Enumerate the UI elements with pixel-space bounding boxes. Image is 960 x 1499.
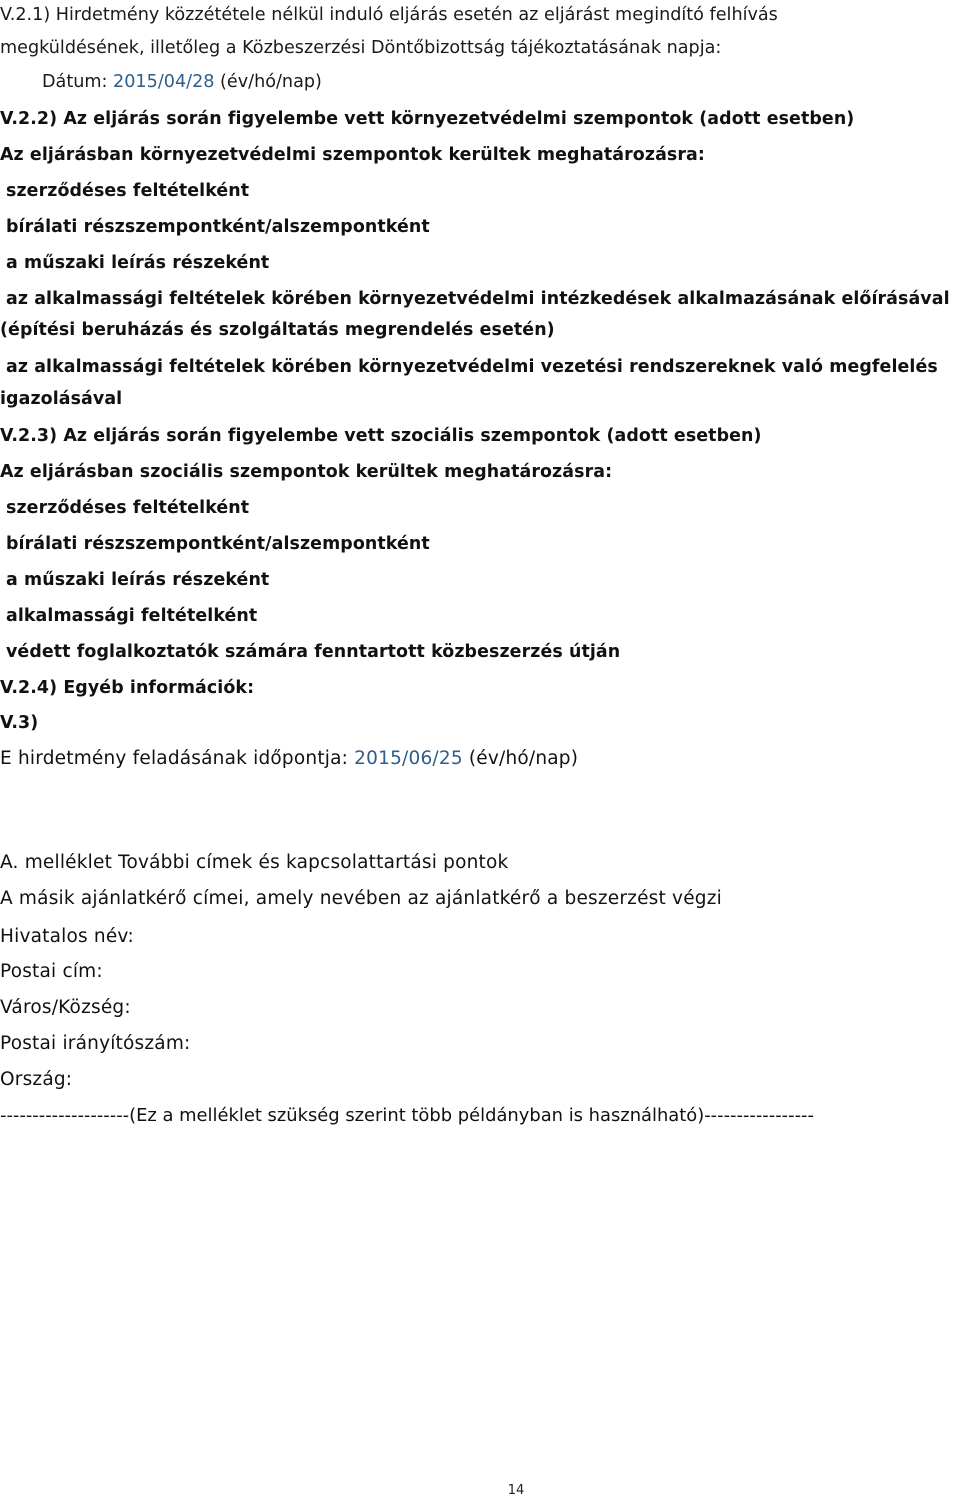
section-v24-heading: V.2.4) Egyéb információk: (0, 678, 255, 698)
v23-option-contract: szerződéses feltételként (6, 498, 250, 518)
v22-option-suitability-measures: az alkalmassági feltételek körében környezetvédelmi intézkedések alkalmazásának előírásával (6, 289, 950, 309)
annex-title: A. melléklet További címek és kapcsolattartási pontok (0, 852, 509, 873)
v22-option-contract: szerződéses feltételként (6, 181, 250, 201)
field-official-name: Hivatalos név: (0, 926, 134, 947)
dispatch-date-unit: (év/hó/nap) (462, 748, 579, 769)
section-v21-line2: megküldésének, illetőleg a Közbeszerzési Döntőbizottság tájékoztatásának napja: (0, 38, 722, 58)
section-v21-line1: V.2.1) Hirdetmény közzététele nélkül induló eljárás esetén az eljárást megindító felhívás (0, 5, 778, 25)
date-label: Dátum: (42, 72, 114, 92)
v22-option-suitability-measures-cont: (építési beruházás és szolgáltatás megrendelés esetén) (0, 320, 555, 340)
page-number: 14 (507, 1483, 525, 1498)
field-country: Ország: (0, 1069, 73, 1090)
field-postal-code: Postai irányítószám: (0, 1033, 191, 1054)
field-postal-address: Postai cím: (0, 961, 103, 982)
section-v22-intro: Az eljárásban környezetvédelmi szempontok kerültek meghatározásra: (0, 145, 705, 165)
dispatch-date (0, 747, 578, 771)
annex-separator: --------------------(Ez a melléklet szükség szerint több példányban is használható)----------------- (0, 1105, 814, 1126)
dispatch-date-label: E hirdetmény feladásának időpontja: (0, 748, 355, 769)
section-v23-heading: V.2.3) Az eljárás során figyelembe vett szociális szempontok (adott esetben) (0, 426, 762, 446)
date-value: 2015/04/28 (113, 72, 215, 92)
v23-option-suitability: alkalmassági feltételként (6, 606, 258, 626)
v23-option-evaluation: bírálati részszempontként/alszempontként (6, 534, 430, 554)
dispatch-date-value: 2015/06/25 (354, 748, 463, 769)
v23-option-technical: a műszaki leírás részeként (6, 570, 270, 590)
section-v23-intro: Az eljárásban szociális szempontok kerültek meghatározásra: (0, 462, 613, 482)
date-unit: (év/hó/nap) (214, 72, 322, 92)
v22-option-technical: a műszaki leírás részeként (6, 253, 270, 273)
section-v22-heading: V.2.2) Az eljárás során figyelembe vett környezetvédelmi szempontok (adott esetben) (0, 109, 855, 129)
annex-subtitle: A másik ajánlatkérő címei, amely nevében az ajánlatkérő a beszerzést végzi (0, 888, 722, 909)
v22-option-suitability-systems: az alkalmassági feltételek körében környezetvédelmi vezetési rendszereknek való megfelelés (6, 357, 938, 377)
v22-option-suitability-systems-cont: igazolásával (0, 389, 123, 409)
v22-option-evaluation: bírálati részszempontként/alszempontként (6, 217, 430, 237)
field-town: Város/Község: (0, 997, 131, 1018)
section-v3-heading: V.3) (0, 713, 39, 733)
v23-option-sheltered: védett foglalkoztatók számára fenntartott közbeszerzés útján (6, 642, 621, 662)
section-v21-date (42, 70, 322, 94)
